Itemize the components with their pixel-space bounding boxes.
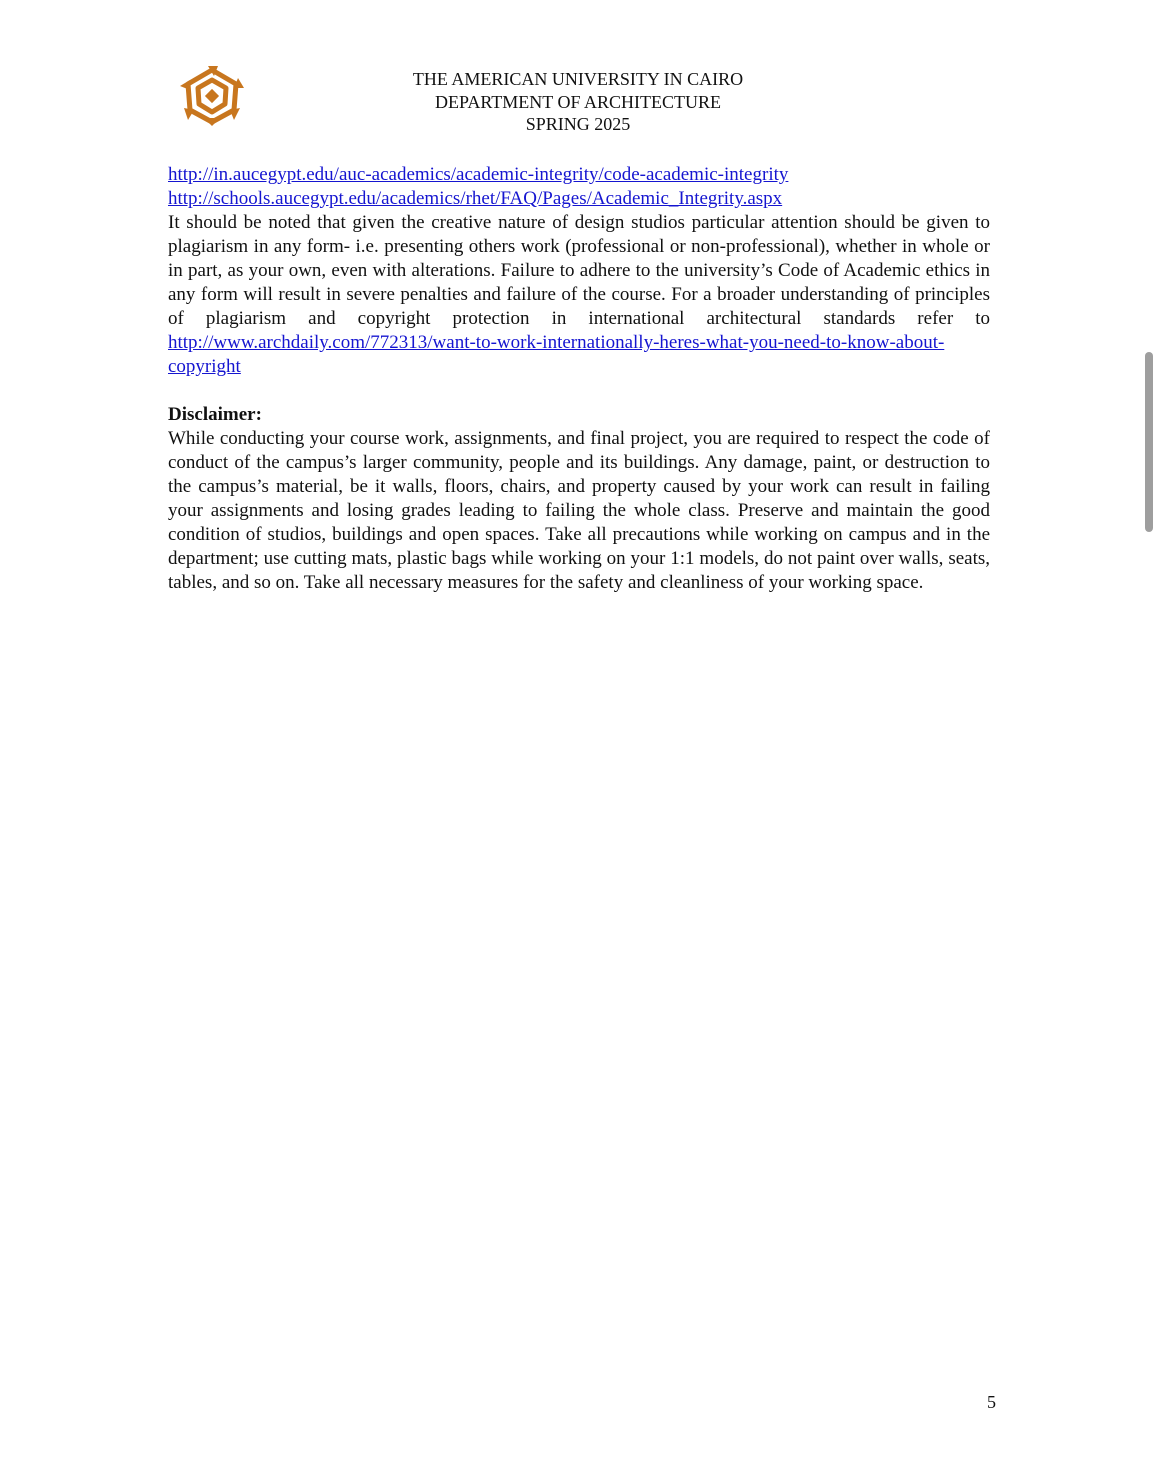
academic-integrity-link[interactable]: http://in.aucegypt.edu/auc-academics/academic-integrity/code-academic-integrity xyxy=(168,164,789,185)
university-name: THE AMERICAN UNIVERSITY IN CAIRO xyxy=(412,69,744,89)
rhet-faq-link[interactable]: http://schools.aucegypt.edu/academics/rhet/FAQ/Pages/Academic_Integrity.aspx xyxy=(168,188,783,209)
integrity-paragraph xyxy=(168,211,990,379)
disclaimer-heading: Disclaimer: xyxy=(168,404,262,425)
integrity-text: It should be noted that given the creative nature of design studios particular attention should be given to plagiarism in any form- i.e. presenting others work (professional or non-professional), whether in whole or in part, as your own, even with alterations. Failure to adhere to the university’s Code of Academic ethics in any form will result in severe penalties and failure of the course. For a broader understanding of principles of plagiarism and copyright protection in international architectural standards refer to xyxy=(168,212,990,329)
semester: SPRING 2025 xyxy=(525,114,631,134)
archdaily-link-part1: http://www.archdaily.com/772313/want-to-work-internationally- xyxy=(168,332,660,353)
archdaily-link[interactable] xyxy=(168,332,944,377)
archdaily-link-part2: heres-what-you-need-to-know-about-copyright xyxy=(168,332,945,377)
vertical-scrollbar[interactable] xyxy=(1145,352,1153,532)
page-number: 5 xyxy=(987,1392,996,1412)
department-name: DEPARTMENT OF ARCHITECTURE xyxy=(435,91,721,112)
document-body xyxy=(168,163,990,595)
disclaimer-paragraph: While conducting your course work, assignments, and final project, you are required to respect the code of conduct of the campus’s larger community, people and its buildings. Any damage, paint, or destruction to the campus’s material, be it walls, floors, chairs, and property caused by your work can result in failing your assignments and losing grades leading to failing the whole class. Preserve and maintain the good condition of studios, buildings and open spaces. Take all precautions while working on campus and in the department; use cutting mats, plastic bags while working on your 1:1 models, do not paint over walls, seats, tables, and so on. Take all necessary measures for the safety and cleanliness of your working space. xyxy=(168,428,990,593)
document-header xyxy=(368,68,788,136)
auc-logo-icon xyxy=(178,64,246,128)
